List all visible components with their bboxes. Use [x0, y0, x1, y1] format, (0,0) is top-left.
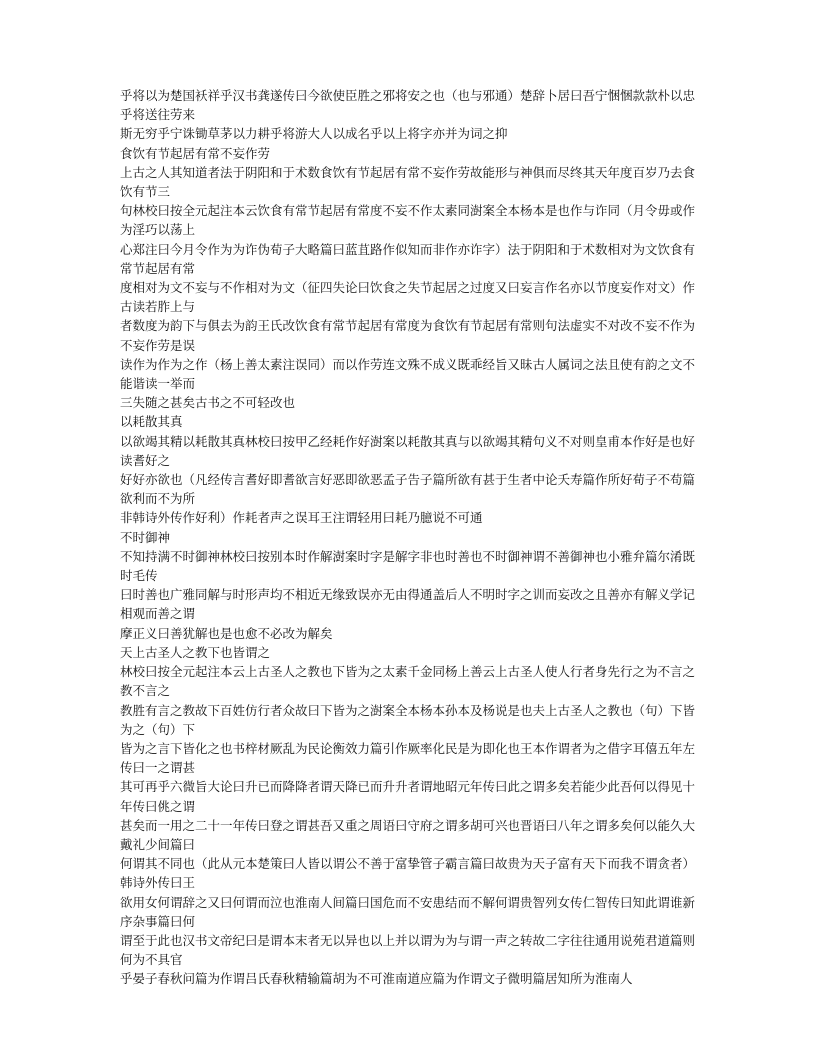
- section-heading: 不时御神: [120, 529, 171, 545]
- text-line: 曰时善也广雅同解与时形声均不相近无缘致误亦无由得通盖后人不明时字之训而妄改之且善亦有解义学记相观而善之谓: [120, 587, 696, 622]
- text-line: 度相对为文不妄与不作相对为文（征四失论曰饮食之失节起居之过度又曰妄言作名亦以节度妄作对文）作古读若胙上与: [120, 280, 696, 315]
- text-line: 林校曰按全元起注本云上古圣人之教也下皆为之太素千金同杨上善云上古圣人使人行者身先行之为不言之教不言之: [120, 664, 696, 699]
- text-line: 读作为作为之作（杨上善太素注误同）而以作劳连文殊不成义既乖经旨又昧古人属词之法且使有韵之文不能谐读一举而: [120, 356, 696, 392]
- text-line: 乎晏子春秋问篇为作谓吕氏春秋精输篇胡为不可淮南道应篇为作谓文子微明篇居知所为淮南人: [120, 971, 633, 987]
- text-line: 好好亦欲也（凡经传言耆好即耆欲言好恶即欲恶孟子告子篇所欲有甚于生者中论夭寿篇作所好荀子不苟篇欲利而不为所: [120, 472, 696, 507]
- text-line: 甚矣而一用之二十一年传曰登之谓甚吾又重之周语曰守府之谓多胡可兴也晋语曰八年之谓多矣何以能久大戴礼少间篇曰: [120, 817, 696, 852]
- text-line: 非韩诗外传作好利）作耗者声之误耳王注谓轻用曰耗乃臆说不可通: [120, 510, 483, 526]
- text-line: 乎将以为楚国袄祥乎汉书龚遂传曰今欲使臣胜之邪将安之也（也与邪通）楚辞卜居曰吾宁悃悃款款朴以忠乎将送往劳来: [120, 88, 696, 123]
- text-line: 教胜有言之教故下百姓仿行者众故曰下皆为之澍案全本杨本孙本及杨说是也夫上古圣人之教也（句）下皆为之（句）下: [120, 702, 696, 737]
- text-line: 者数度为韵下与俱去为韵王氏改饮食有常节起居有常度为食饮有节起居有常则句法虚实不对改不妄不作为不妄作劳是误: [120, 318, 696, 353]
- text-line: 上古之人其知道者法于阴阳和于术数食饮有节起居有常不妄作劳故能形与神俱而尽终其天年度百岁乃去食饮有节三: [120, 164, 696, 200]
- text-line: 皆为之言下皆化之也书梓材厥乱为民论衡效力篇引作厥率化民是为即化也王本作谓者为之借字耳僖五年左传曰一之谓甚: [120, 740, 696, 776]
- text-line: 三失随之甚矣古书之不可轻改也: [120, 395, 296, 411]
- text-line: 句林校曰按全元起注本云饮食有常节起居有常度不妄不作太素同澍案全本杨本是也作与诈同（月令毋或作为淫巧以荡上: [120, 203, 696, 238]
- text-line: 何谓其不同也（此从元本楚策曰人皆以谓公不善于富挚管子霸言篇曰故贵为天子富有天下而我不谓贪者）韩诗外传曰王: [120, 856, 696, 891]
- section-heading: 食饮有节起居有常不妄作劳: [120, 145, 271, 161]
- section-heading: 以耗散其真: [120, 414, 183, 430]
- document-page: [120, 86, 698, 989]
- text-line: 摩正义曰善犹解也是也愈不必改为解矣: [120, 625, 333, 641]
- text-line: 以欲竭其精以耗散其真林校曰按甲乙经耗作好澍案以耗散其真与以欲竭其精句义不对则皇甫本作好是也好读耆好之: [120, 433, 696, 468]
- text-line: 欲用女何谓辞之又曰何谓而泣也淮南人间篇曰国危而不安患结而不解何谓贵智列女传仁智传曰知此谓谁新序杂事篇曰何: [120, 894, 696, 929]
- text-line: 谓至于此也汉书文帝纪曰是谓本末者无以异也以上并以谓为为与谓一声之转故二字往往通用说苑君道篇则何为不具官: [120, 932, 696, 968]
- text-line: 其可再乎六微旨大论曰升已而降降者谓天降已而升升者谓地昭元年传曰此之谓多矣若能少此吾何以得见十年传曰佻之谓: [120, 779, 696, 814]
- text-line: 心郑注曰今月令作为为诈伪荀子大略篇曰蓝苴路作似知而非作亦诈字）法于阴阳和于术数相对为文饮食有常节起居有常: [120, 241, 696, 276]
- text-line: 不知持满不时御神林校曰按别本时作解澍案时字是解字非也时善也不时御神谓不善御神也小雅弁篇尔淆既时毛传: [120, 548, 696, 584]
- text-line: 斯无穷乎宁诛锄草茅以力耕乎将游大人以成名乎以上将字亦并为词之抑: [120, 126, 508, 142]
- section-heading: 天上古圣人之教下也皆谓之: [120, 644, 271, 660]
